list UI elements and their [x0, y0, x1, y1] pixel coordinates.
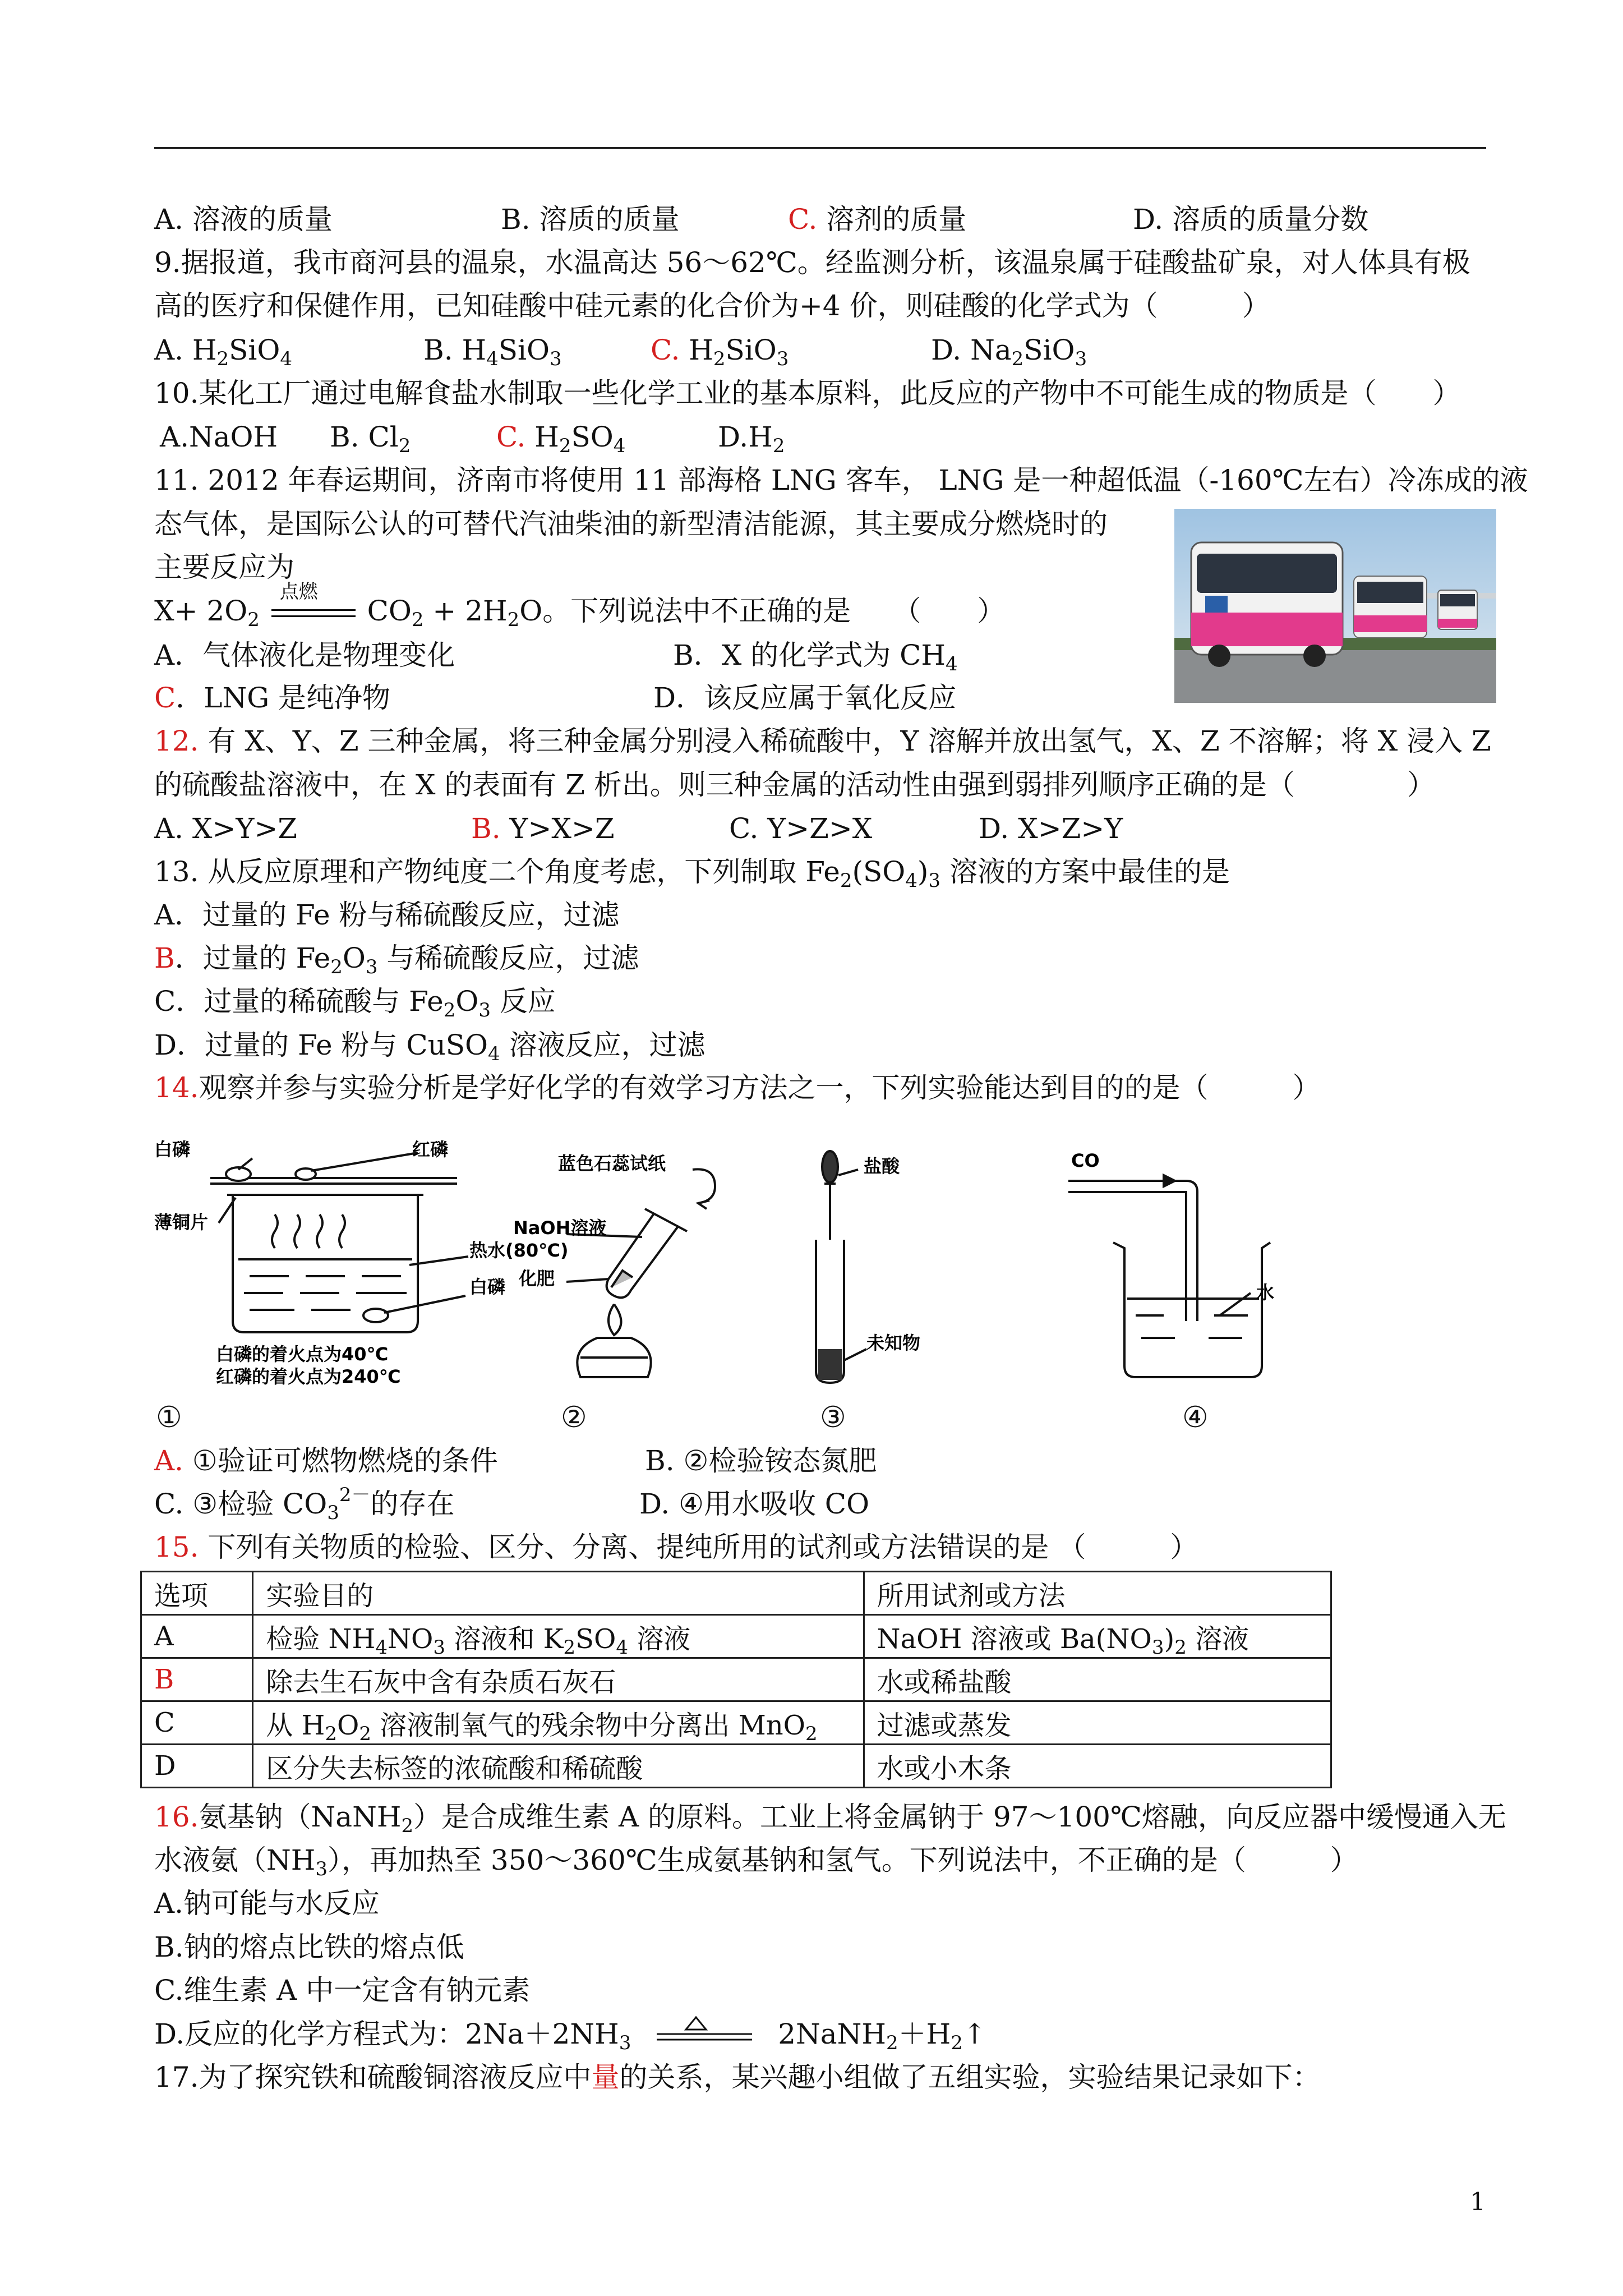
- q9-line1: 9.据报道，我市商河县的温泉，水温高达 56～62℃。经监测分析，该温泉属于硅酸盐矿泉，对人体具有极: [154, 246, 1470, 279]
- lng-bus-photo: [1174, 509, 1496, 703]
- label-unknown-substance: 未知物: [866, 1332, 921, 1354]
- header-method: 所用试剂或方法: [864, 1572, 1331, 1615]
- q14-option-c: C. ③检验 $CO_3^{2-}$的存在: [154, 1484, 455, 1524]
- row-b-method: 水或稀盐酸: [864, 1658, 1331, 1701]
- q14-option-a: A. ①验证可燃物燃烧的条件: [154, 1444, 498, 1477]
- q14-line1: 14.观察并参与实验分析是学好化学的有效学习方法之一，下列实验能达到目的的是（ ）: [154, 1071, 1321, 1104]
- table-row: [141, 1745, 1331, 1788]
- q10-line1: 10.某化工厂通过电解食盐水制取一些化学工业的基本原料，此反应的产物中不可能生成的物质是（ ）: [154, 377, 1461, 409]
- fig-label-1: ①: [156, 1401, 182, 1434]
- apparatus-4-absorption: [1068, 1175, 1270, 1377]
- q15-line1: 15. 下列有关物质的检验、区分、分离、提纯所用的试剂或方法错误的是 （ ）: [154, 1531, 1198, 1563]
- heat-symbol: [651, 2014, 758, 2047]
- q16-option-a: A.钠可能与水反应: [154, 1887, 380, 1920]
- q12-line1: 12. 有 X、Y、Z 三种金属，将三种金属分别浸入稀硫酸中，Y 溶解并放出氢气，X、Z 不溶解；将 X 浸入 Z: [154, 725, 1491, 757]
- row-b-goal: 除去生石灰中含有杂质石灰石: [253, 1658, 864, 1701]
- q10-option-a: A.NaOH: [160, 421, 278, 453]
- table-row: [141, 1658, 1331, 1701]
- q11-line1: 11. 2012 年春运期间，济南市将使用 11 部海格 LNG 客车， LNG 是一种超低温（-160℃左右）冷冻成的液: [154, 464, 1528, 496]
- q16-line1: 16.氨基钠（NaNH$_2$）是合成维生素 A 的原料。工业上将金属钠于 97～100℃熔融，向反应器中缓慢通入无: [154, 1801, 1506, 1837]
- q11-option-b: B．X 的化学式为 $CH_4$: [673, 639, 958, 675]
- fig-label-2: ②: [561, 1401, 587, 1434]
- label-white-phosphorus-2: 白磷: [469, 1276, 506, 1297]
- row-d-goal: 区分失去标签的浓硫酸和稀硫酸: [253, 1745, 864, 1788]
- label-blue-litmus: 蓝色石蕊试纸: [558, 1153, 666, 1174]
- q12-option-b: B. Y>X>Z: [471, 812, 615, 845]
- apparatus-1-combustion: [210, 1153, 468, 1332]
- apparatus-3-dropper: [816, 1151, 866, 1383]
- q11-line3: 主要反应为: [154, 551, 294, 583]
- q9-option-c: C. $H_2SiO_3$: [651, 334, 789, 370]
- label-water: 水: [1256, 1282, 1275, 1303]
- q11-option-d: D．该反应属于氧化反应: [653, 682, 957, 714]
- fig-label-4: ④: [1182, 1401, 1209, 1434]
- q12-line2: 的硫酸盐溶液中，在 X 的表面有 Z 析出。则三种金属的活动性由强到弱排列顺序正确的是（ ）: [154, 769, 1435, 801]
- q13-option-d: D．过量的 Fe 粉与 CuSO$_4$ 溶液反应，过滤: [154, 1029, 706, 1065]
- row-b-option: B: [141, 1658, 253, 1701]
- bus-3: [1438, 590, 1477, 629]
- label-red-phosphorus: 红磷: [412, 1139, 449, 1160]
- q16-option-c: C.维生素 A 中一定含有钠元素: [154, 1974, 531, 2007]
- header-option: 选项: [141, 1572, 253, 1615]
- q9-option-b: B. $H_4SiO_3$: [423, 334, 562, 370]
- label-co: CO: [1071, 1150, 1100, 1171]
- label-naoh-solution: NaOH溶液: [513, 1217, 607, 1239]
- q16-line2: 水液氨$(NH_3)$，再加热至 350～360℃生成氨基钠和氢气。下列说法中，不正确的是（ ）: [154, 1844, 1358, 1880]
- row-c-method: 过滤或蒸发: [864, 1701, 1331, 1745]
- label-white-phosphorus: 白磷: [154, 1139, 191, 1160]
- q10-option-c: C. $H_2SO_4$: [496, 421, 626, 457]
- table-row: [141, 1701, 1331, 1745]
- q11-equation: $X+ 2O_2$ 点燃 $CO_2 + 2H_2O$。下列说法中不正确的是 （ ）: [154, 593, 1005, 628]
- q8-option-c: C. 溶剂的质量: [788, 203, 967, 236]
- q14-option-d: D. ④用水吸收 CO: [639, 1488, 870, 1520]
- table-header-row: [141, 1572, 1331, 1615]
- row-d-option: D: [141, 1745, 253, 1788]
- header-goal: 实验目的: [253, 1572, 864, 1615]
- label-fertilizer: 化肥: [519, 1268, 555, 1289]
- row-c-goal: 从 $H_2O_2$ 溶液制氧气的残余物中分离出 MnO$_2$: [253, 1701, 864, 1745]
- q16-option-d: D.反应的化学方程式为：$2Na+2NH_3$ $2NaNH_2+H_2↑$: [154, 2017, 986, 2051]
- q11-option-c: C．LNG 是纯净物: [154, 682, 391, 714]
- row-a-method: NaOH 溶液或 $Ba(NO_3)_2$ 溶液: [864, 1615, 1331, 1658]
- q16-option-b: B.钠的熔点比铁的熔点低: [154, 1931, 464, 1963]
- up-arrow-icon: ↑: [962, 2018, 986, 2050]
- bus-2: [1354, 576, 1427, 638]
- row-d-method: 水或小木条: [864, 1745, 1331, 1788]
- q13-line1: 13. 从反应原理和产物纯度二个角度考虑，下列制取 $Fe_2(SO_4)_3$ 溶液的方案中最佳的是: [154, 855, 1230, 892]
- q17-line1: 17.为了探究铁和硫酸铜溶液反应中量的关系，某兴趣小组做了五组实验，实验结果记录如下：: [154, 2061, 1321, 2093]
- table-row: [141, 1615, 1331, 1658]
- q10-option-d: $D.H_2$: [718, 421, 785, 457]
- label-ignition-note-2: 红磷的着火点为240℃: [216, 1366, 401, 1387]
- q8-option-b: B. 溶质的质量: [501, 203, 680, 236]
- q13-option-c: C．过量的稀硫酸与 $Fe_2O_3$ 反应: [154, 985, 556, 1022]
- q11-option-a: A．气体液化是物理变化: [154, 639, 455, 671]
- q15-table: [140, 1571, 1332, 1788]
- label-hot-water: 热水(80℃): [469, 1240, 569, 1261]
- q13-option-a: A．过量的 Fe 粉与稀硫酸反应，过滤: [154, 899, 620, 931]
- row-c-option: C: [141, 1701, 253, 1745]
- q9-option-d: D. $Na_2SiO_3$: [931, 334, 1087, 370]
- label-hydrochloric-acid: 盐酸: [864, 1156, 900, 1177]
- q11-line2: 态气体，是国际公认的可替代汽油柴油的新型清洁能源，其主要成分燃烧时的: [154, 508, 1108, 540]
- q9-option-a: A. $H_2SiO_4$: [154, 334, 293, 370]
- label-ignition-note-1: 白磷的着火点为40℃: [216, 1343, 389, 1365]
- q12-option-c: C. Y>Z>X: [729, 812, 873, 845]
- label-copper-sheet: 薄铜片: [154, 1212, 209, 1233]
- q12-option-a: A. X>Y>Z: [154, 812, 298, 845]
- q8-option-a: A. 溶液的质量: [154, 203, 333, 236]
- q8-option-d: D. 溶质的质量分数: [1133, 203, 1369, 236]
- bus-1: [1191, 542, 1343, 667]
- q13-option-b: B．过量的 $Fe_2O_3$ 与稀硫酸反应，过滤: [154, 942, 639, 978]
- ignite-condition: 点燃: [279, 581, 318, 603]
- row-a-goal: 检验 $NH_4NO_3$ 溶液和 $K_2SO_4$ 溶液: [253, 1615, 864, 1658]
- q12-option-d: D. X>Z>Y: [979, 812, 1123, 845]
- q9-line2: 高的医疗和保健作用，已知硅酸中硅元素的化合价为+4 价，则硅酸的化学式为（ ）: [154, 289, 1270, 322]
- page-number: 1: [1470, 2188, 1486, 2216]
- header-rule: [154, 147, 1486, 149]
- fig-label-3: ③: [820, 1401, 846, 1434]
- q14-option-b: B. ②检验铵态氮肥: [645, 1444, 877, 1477]
- apparatus-2-heating: [566, 1169, 715, 1377]
- q10-option-b: B. $Cl_2$: [330, 421, 411, 457]
- row-a-option: A: [141, 1615, 253, 1658]
- q14-experiment-figure: [154, 1136, 1298, 1391]
